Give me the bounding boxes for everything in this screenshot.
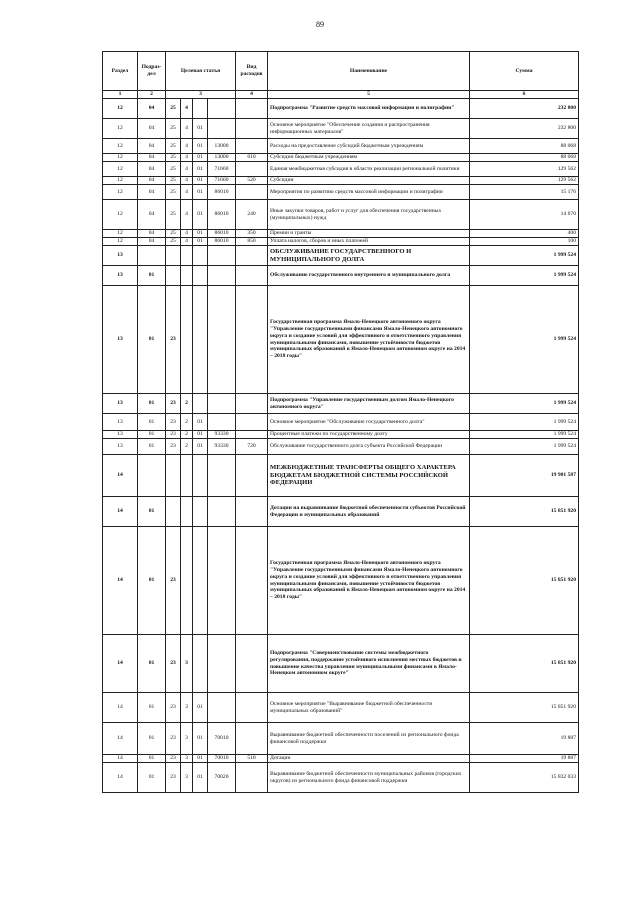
cell-celevaya-event: 01	[193, 177, 208, 185]
cell-summa: 129 562	[470, 177, 579, 185]
cell-summa: 1 999 524	[470, 266, 579, 286]
cell-podrazdel: 04	[138, 154, 166, 162]
cell-name: Обслуживание государственного внутреннего и муниципального долга	[268, 266, 470, 286]
cell-podrazdel: 04	[138, 238, 166, 246]
cell-name: Субсидии бюджетным учреждениям	[268, 154, 470, 162]
cell-name: Субсидии	[268, 177, 470, 185]
cell-celevaya-event: 01	[193, 119, 208, 139]
cell-razdel: 12	[103, 185, 138, 200]
cell-celevaya-program: 23	[166, 693, 181, 723]
cell-celevaya-event: 01	[193, 693, 208, 723]
header-vid: Вид расходов	[236, 52, 268, 91]
cell-celevaya-subprogram: 4	[181, 139, 193, 154]
cell-summa: 88 068	[470, 154, 579, 162]
cell-podrazdel: 01	[138, 527, 166, 635]
table-row	[103, 238, 579, 246]
cell-celevaya-subprogram	[181, 286, 193, 394]
cell-name: Государственная программа Ямало-Ненецкого автономного округа "Управление государственными финансами Ямало-Ненецкого автономного округа и создание условий для эффективного и ответственного управления муниципальными финансами, повышение устойчивости бюджетов муниципальных образований в Ямало-Ненецком автономном округе на 2014 – 2018 годы"	[268, 286, 470, 394]
cell-celevaya-program: 25	[166, 230, 181, 238]
cell-celevaya-subprogram	[181, 455, 193, 497]
table-row	[103, 763, 579, 793]
table-row	[103, 723, 579, 755]
cell-celevaya-event: 01	[193, 238, 208, 246]
cell-celevaya-event	[193, 286, 208, 394]
table-row	[103, 119, 579, 139]
cell-name: Расходы на предоставление субсидий бюджетным учреждениям	[268, 139, 470, 154]
cell-celevaya-subprogram: 2	[181, 439, 193, 455]
cell-razdel: 13	[103, 414, 138, 431]
cell-vid	[236, 286, 268, 394]
cell-celevaya-program: 23	[166, 431, 181, 439]
cell-razdel: 14	[103, 693, 138, 723]
cell-celevaya-direction	[208, 497, 236, 527]
cell-celevaya-event: 01	[193, 431, 208, 439]
cell-vid: 720	[236, 439, 268, 455]
cell-summa: 1 999 524	[470, 286, 579, 394]
cell-celevaya-direction: 86010	[208, 185, 236, 200]
cell-celevaya-subprogram: 4	[181, 177, 193, 185]
cell-celevaya-event: 01	[193, 230, 208, 238]
cell-celevaya-program: 25	[166, 238, 181, 246]
cell-razdel: 14	[103, 755, 138, 763]
cell-vid: 520	[236, 177, 268, 185]
cell-summa: 19 901 587	[470, 455, 579, 497]
cell-podrazdel: 04	[138, 162, 166, 177]
cell-celevaya-subprogram	[181, 527, 193, 635]
cell-name: ОБСЛУЖИВАНИЕ ГОСУДАРСТВЕННОГО И МУНИЦИПАЛЬНОГО ДОЛГА	[268, 246, 470, 266]
cell-celevaya-event: 01	[193, 414, 208, 431]
cell-celevaya-subprogram: 4	[181, 238, 193, 246]
header-name: Наименование	[268, 52, 470, 91]
cell-razdel: 12	[103, 162, 138, 177]
cell-celevaya-direction	[208, 266, 236, 286]
cell-celevaya-direction: 70010	[208, 723, 236, 755]
cell-summa: 14 670	[470, 200, 579, 230]
cell-vid	[236, 185, 268, 200]
cell-celevaya-program: 25	[166, 119, 181, 139]
cell-razdel: 12	[103, 99, 138, 119]
table-row	[103, 527, 579, 635]
cell-celevaya-subprogram: 4	[181, 185, 193, 200]
table-row	[103, 286, 579, 394]
cell-vid: 850	[236, 238, 268, 246]
cell-celevaya-event: 01	[193, 139, 208, 154]
cell-celevaya-subprogram	[181, 246, 193, 266]
cell-celevaya-subprogram: 4	[181, 119, 193, 139]
cell-razdel: 12	[103, 154, 138, 162]
cell-name: Основное мероприятие "Обеспечение создания и распространения информационных материалов"	[268, 119, 470, 139]
cell-name: Мероприятия по развитию средств массовой информации и полиграфии	[268, 185, 470, 200]
cell-summa: 15 851 920	[470, 693, 579, 723]
cell-summa: 1 999 524	[470, 431, 579, 439]
cell-celevaya-event	[193, 635, 208, 693]
cell-celevaya-subprogram	[181, 266, 193, 286]
cell-celevaya-program: 23	[166, 723, 181, 755]
cell-name: Процентные платежи по государственному долгу	[268, 431, 470, 439]
cell-celevaya-direction: 71660	[208, 162, 236, 177]
cell-razdel: 12	[103, 177, 138, 185]
cell-vid	[236, 139, 268, 154]
cell-razdel: 13	[103, 286, 138, 394]
header-row	[103, 52, 579, 91]
cell-razdel: 14	[103, 723, 138, 755]
cell-vid	[236, 431, 268, 439]
cell-celevaya-direction: 93330	[208, 439, 236, 455]
cell-vid	[236, 394, 268, 414]
cell-celevaya-subprogram	[181, 497, 193, 527]
table-row	[103, 394, 579, 414]
cell-name: Единая межбюджетная субсидия в области реализации региональной политики	[268, 162, 470, 177]
table-row	[103, 154, 579, 162]
cell-celevaya-direction	[208, 246, 236, 266]
cell-celevaya-program: 25	[166, 162, 181, 177]
cell-celevaya-program: 25	[166, 99, 181, 119]
cell-summa: 100	[470, 238, 579, 246]
cell-summa: 232 800	[470, 99, 579, 119]
cell-celevaya-subprogram: 3	[181, 723, 193, 755]
cell-razdel: 12	[103, 119, 138, 139]
cell-podrazdel: 01	[138, 763, 166, 793]
cell-celevaya-event	[193, 99, 208, 119]
index-cell: 2	[138, 91, 166, 99]
cell-razdel: 13	[103, 266, 138, 286]
cell-podrazdel: 01	[138, 723, 166, 755]
cell-summa: 1 999 524	[470, 439, 579, 455]
cell-razdel: 13	[103, 439, 138, 455]
cell-celevaya-subprogram: 3	[181, 693, 193, 723]
cell-vid	[236, 455, 268, 497]
cell-razdel: 14	[103, 635, 138, 693]
cell-name: Премии и гранты	[268, 230, 470, 238]
cell-celevaya-subprogram: 2	[181, 394, 193, 414]
cell-celevaya-program: 25	[166, 200, 181, 230]
cell-podrazdel	[138, 246, 166, 266]
cell-name: МЕЖБЮДЖЕТНЫЕ ТРАНСФЕРТЫ ОБЩЕГО ХАРАКТЕРА БЮДЖЕТАМ БЮДЖЕТНОЙ СИСТЕМЫ РОССИЙСКОЙ ФЕДЕРАЦИИ	[268, 455, 470, 497]
table-row	[103, 439, 579, 455]
cell-razdel: 12	[103, 139, 138, 154]
cell-celevaya-direction: 86010	[208, 238, 236, 246]
cell-podrazdel: 01	[138, 439, 166, 455]
cell-celevaya-direction: 13000	[208, 154, 236, 162]
cell-podrazdel: 01	[138, 266, 166, 286]
cell-razdel: 14	[103, 455, 138, 497]
table-row	[103, 414, 579, 431]
cell-celevaya-direction	[208, 99, 236, 119]
cell-summa: 15 176	[470, 185, 579, 200]
table-row	[103, 230, 579, 238]
cell-name: Подпрограмма "Управление государственным долгом Ямало-Ненецкого автономного округа"	[268, 394, 470, 414]
cell-celevaya-direction: 70010	[208, 755, 236, 763]
cell-celevaya-subprogram: 4	[181, 162, 193, 177]
cell-celevaya-subprogram: 3	[181, 755, 193, 763]
cell-name: Выравнивание бюджетной обеспеченности муниципальных районов (городских округов) из регионального фонда финансовой поддержки	[268, 763, 470, 793]
cell-vid: 350	[236, 230, 268, 238]
cell-celevaya-event: 01	[193, 185, 208, 200]
cell-name: Подпрограмма "Развитие средств массовой информации и полиграфии"	[268, 99, 470, 119]
table-row	[103, 431, 579, 439]
cell-summa: 129 562	[470, 162, 579, 177]
cell-celevaya-program: 25	[166, 154, 181, 162]
cell-celevaya-event: 01	[193, 200, 208, 230]
cell-podrazdel	[138, 455, 166, 497]
cell-celevaya-subprogram: 4	[181, 230, 193, 238]
cell-vid: 510	[236, 755, 268, 763]
cell-celevaya-direction	[208, 693, 236, 723]
cell-celevaya-event: 01	[193, 154, 208, 162]
cell-celevaya-program: 23	[166, 394, 181, 414]
cell-podrazdel: 01	[138, 497, 166, 527]
table-row	[103, 266, 579, 286]
table-row	[103, 177, 579, 185]
cell-celevaya-subprogram: 4	[181, 200, 193, 230]
cell-vid	[236, 527, 268, 635]
header-podrazdel: Подраз- дел	[138, 52, 166, 91]
cell-podrazdel: 01	[138, 414, 166, 431]
cell-vid	[236, 99, 268, 119]
cell-celevaya-subprogram: 2	[181, 414, 193, 431]
cell-celevaya-event	[193, 246, 208, 266]
index-cell: 3	[166, 91, 236, 99]
cell-summa: 19 887	[470, 755, 579, 763]
cell-celevaya-direction: 13000	[208, 139, 236, 154]
cell-celevaya-event	[193, 527, 208, 635]
cell-vid	[236, 497, 268, 527]
cell-vid	[236, 119, 268, 139]
cell-summa: 1 999 524	[470, 414, 579, 431]
cell-celevaya-direction: 86010	[208, 230, 236, 238]
cell-celevaya-event	[193, 455, 208, 497]
cell-podrazdel: 04	[138, 185, 166, 200]
index-cell: 5	[268, 91, 470, 99]
cell-podrazdel: 04	[138, 177, 166, 185]
header-summa: Сумма	[470, 52, 579, 91]
cell-name: Дотации	[268, 755, 470, 763]
cell-podrazdel: 01	[138, 693, 166, 723]
cell-summa: 1 999 524	[470, 246, 579, 266]
cell-summa: 88 068	[470, 139, 579, 154]
cell-vid	[236, 693, 268, 723]
table-row	[103, 139, 579, 154]
cell-celevaya-program: 23	[166, 755, 181, 763]
cell-podrazdel: 01	[138, 394, 166, 414]
cell-name: Основное мероприятие "Выравнивание бюджетной обеспеченности муниципальных образований"	[268, 693, 470, 723]
table-row	[103, 455, 579, 497]
cell-celevaya-direction	[208, 527, 236, 635]
cell-celevaya-direction	[208, 119, 236, 139]
header-razdel: Раздел	[103, 52, 138, 91]
table-row	[103, 246, 579, 266]
cell-summa: 400	[470, 230, 579, 238]
cell-razdel: 12	[103, 200, 138, 230]
table-row	[103, 99, 579, 119]
cell-celevaya-direction	[208, 394, 236, 414]
cell-vid: 610	[236, 154, 268, 162]
cell-celevaya-program: 23	[166, 763, 181, 793]
cell-celevaya-event	[193, 497, 208, 527]
table-body	[103, 99, 579, 793]
cell-podrazdel: 01	[138, 755, 166, 763]
cell-razdel: 14	[103, 527, 138, 635]
cell-summa: 15 851 920	[470, 497, 579, 527]
cell-celevaya-program: 25	[166, 185, 181, 200]
cell-celevaya-direction: 93330	[208, 431, 236, 439]
cell-celevaya-program: 23	[166, 286, 181, 394]
table-row	[103, 635, 579, 693]
cell-celevaya-direction: 70020	[208, 763, 236, 793]
cell-podrazdel: 01	[138, 635, 166, 693]
cell-celevaya-subprogram: 4	[181, 154, 193, 162]
cell-celevaya-program: 23	[166, 527, 181, 635]
cell-vid	[236, 162, 268, 177]
cell-razdel: 12	[103, 230, 138, 238]
page-number: 89	[316, 20, 324, 29]
cell-vid	[236, 414, 268, 431]
cell-razdel: 14	[103, 763, 138, 793]
cell-razdel: 13	[103, 431, 138, 439]
cell-podrazdel: 04	[138, 230, 166, 238]
cell-celevaya-event	[193, 394, 208, 414]
cell-summa: 19 887	[470, 723, 579, 755]
cell-razdel: 14	[103, 497, 138, 527]
cell-celevaya-direction	[208, 455, 236, 497]
cell-celevaya-direction	[208, 635, 236, 693]
cell-name: Основное мероприятие "Обслуживание государственного долга"	[268, 414, 470, 431]
cell-celevaya-subprogram: 3	[181, 635, 193, 693]
cell-name: Дотации на выравнивание бюджетной обеспеченности субъектов Российской Федерации и муниципальных образований	[268, 497, 470, 527]
cell-podrazdel: 04	[138, 119, 166, 139]
cell-celevaya-program: 23	[166, 439, 181, 455]
cell-vid: 240	[236, 200, 268, 230]
cell-celevaya-program	[166, 266, 181, 286]
index-cell: 4	[236, 91, 268, 99]
budget-table	[102, 51, 579, 793]
cell-name: Выравнивание бюджетной обеспеченности поселений из регионального фонда финансовой поддержки	[268, 723, 470, 755]
header-celevaya: Целевая статья	[166, 52, 236, 91]
index-row	[103, 91, 579, 99]
cell-razdel: 13	[103, 394, 138, 414]
cell-name: Обслуживание государственного долга субъекта Российской Федерации	[268, 439, 470, 455]
cell-razdel: 13	[103, 246, 138, 266]
cell-celevaya-program	[166, 497, 181, 527]
cell-celevaya-direction: 71660	[208, 177, 236, 185]
cell-celevaya-event: 01	[193, 755, 208, 763]
cell-summa: 15 851 920	[470, 527, 579, 635]
cell-podrazdel: 04	[138, 99, 166, 119]
cell-celevaya-direction: 86010	[208, 200, 236, 230]
cell-summa: 232 800	[470, 119, 579, 139]
cell-celevaya-event: 01	[193, 763, 208, 793]
cell-vid	[236, 246, 268, 266]
index-cell: 6	[470, 91, 579, 99]
cell-vid	[236, 266, 268, 286]
cell-summa: 15 832 033	[470, 763, 579, 793]
index-cell: 1	[103, 91, 138, 99]
cell-celevaya-program: 23	[166, 635, 181, 693]
cell-celevaya-program	[166, 455, 181, 497]
cell-celevaya-direction	[208, 286, 236, 394]
cell-podrazdel: 01	[138, 431, 166, 439]
table-row	[103, 185, 579, 200]
cell-summa: 15 851 920	[470, 635, 579, 693]
cell-celevaya-program	[166, 246, 181, 266]
cell-celevaya-subprogram: 3	[181, 763, 193, 793]
cell-celevaya-program: 25	[166, 139, 181, 154]
cell-vid	[236, 723, 268, 755]
cell-celevaya-subprogram: 4	[181, 99, 193, 119]
cell-name: Иные закупки товаров, работ и услуг для обеспечения государственных (муниципальных) нужд	[268, 200, 470, 230]
cell-vid	[236, 635, 268, 693]
cell-summa: 1 999 524	[470, 394, 579, 414]
cell-podrazdel: 04	[138, 139, 166, 154]
cell-podrazdel: 01	[138, 286, 166, 394]
cell-celevaya-program: 25	[166, 177, 181, 185]
cell-celevaya-subprogram: 2	[181, 431, 193, 439]
cell-celevaya-event: 01	[193, 439, 208, 455]
cell-celevaya-program: 23	[166, 414, 181, 431]
cell-razdel: 12	[103, 238, 138, 246]
cell-celevaya-event: 01	[193, 723, 208, 755]
table-row	[103, 497, 579, 527]
cell-name: Подпрограмма "Совершенствование системы межбюджетного регулирования, поддержание устойчивого исполнения местных бюджетов и повышение качества управления муниципальными финансами в Ямало-Ненецком автономном округе"	[268, 635, 470, 693]
cell-name: Государственная программа Ямало-Ненецкого автономного округа "Управление государственными финансами Ямало-Ненецкого автономного округа и создание условий для эффективного и ответственного управления муниципальными финансами, повышение устойчивости бюджетов муниципальных образований в Ямало-Ненецком автономном округе на 2014 – 2018 годы"	[268, 527, 470, 635]
cell-celevaya-event	[193, 266, 208, 286]
table-row	[103, 755, 579, 763]
table-row	[103, 693, 579, 723]
cell-celevaya-direction	[208, 414, 236, 431]
table-row	[103, 162, 579, 177]
table-row	[103, 200, 579, 230]
cell-name: Уплата налогов, сборов и иных платежей	[268, 238, 470, 246]
cell-vid	[236, 763, 268, 793]
cell-podrazdel: 04	[138, 200, 166, 230]
cell-celevaya-event: 01	[193, 162, 208, 177]
